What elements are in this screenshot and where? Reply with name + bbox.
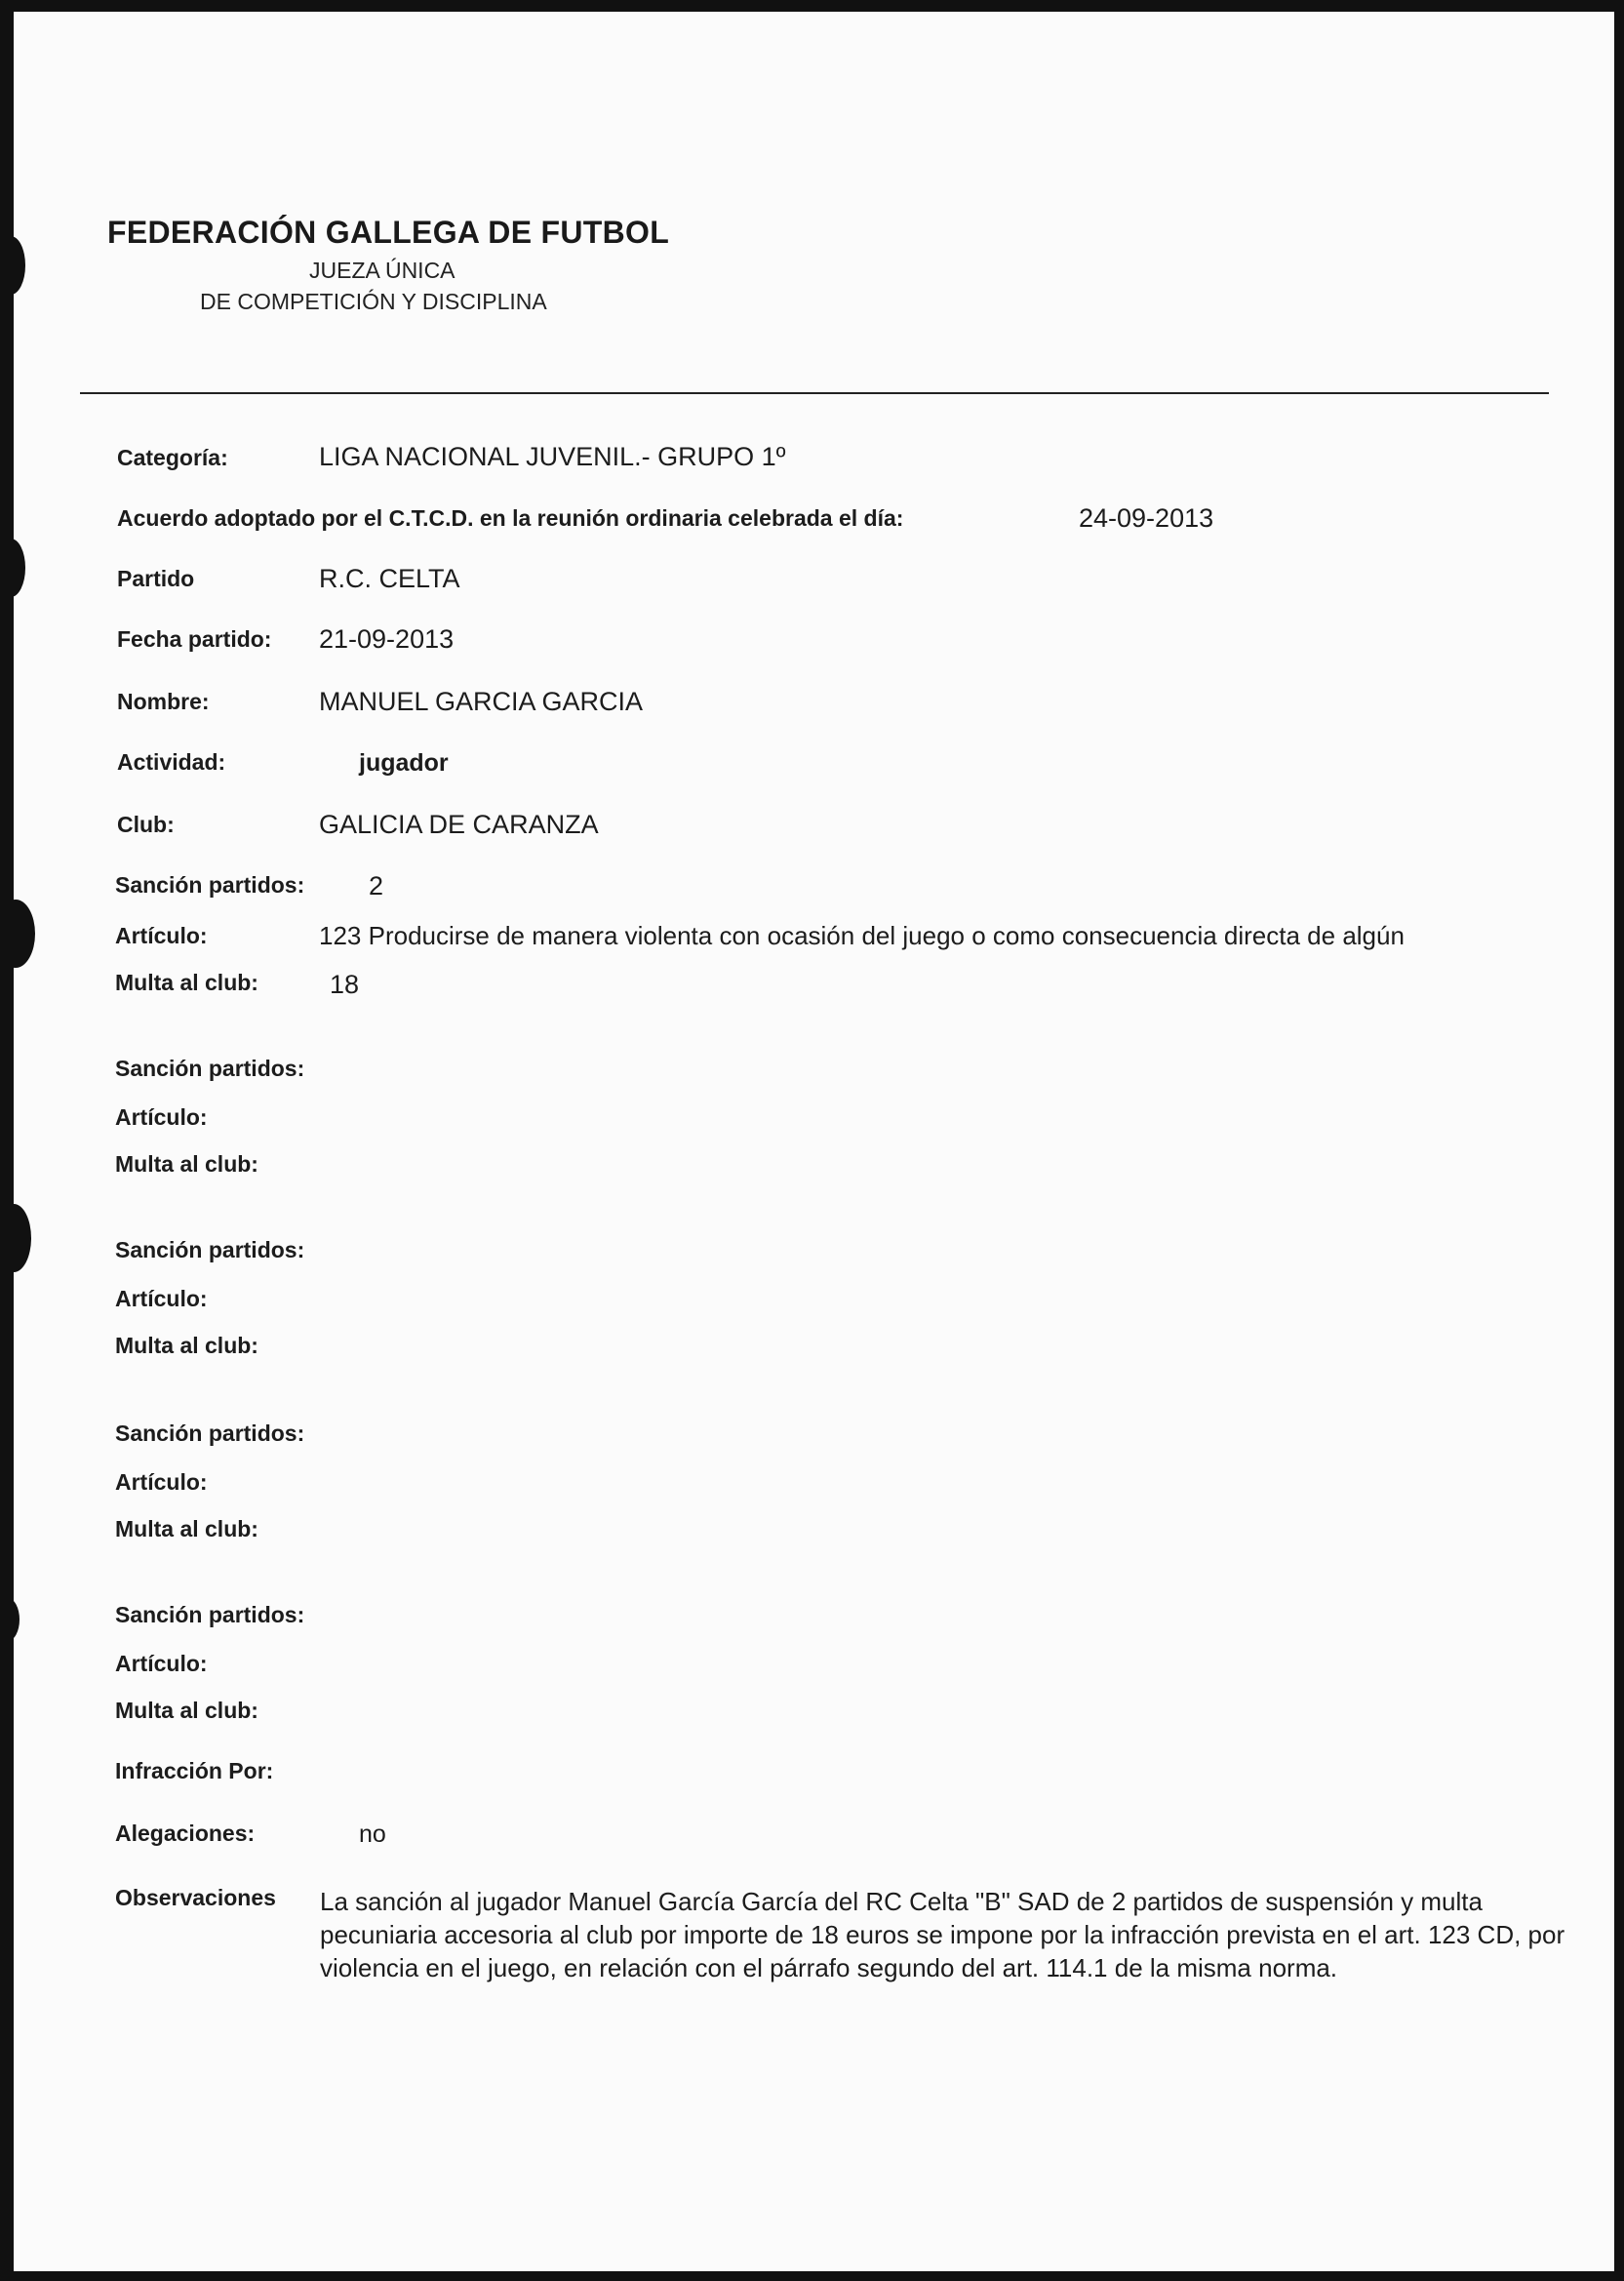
sancion-label-5: Sanción partidos: (115, 1602, 305, 1627)
multa-label-4: Multa al club: (115, 1516, 258, 1541)
multa-label-2: Multa al club: (115, 1151, 258, 1177)
sancion-label-3: Sanción partidos: (115, 1237, 305, 1262)
alegaciones-label: Alegaciones: (115, 1821, 256, 1846)
binder-hole-2 (14, 539, 25, 597)
observaciones-value (320, 1885, 1578, 1984)
club-value: GALICIA DE CARANZA (319, 810, 599, 839)
multa-label-3: Multa al club: (115, 1333, 258, 1358)
fecha-partido-label: Fecha partido: (117, 626, 272, 652)
acuerdo-value: 24-09-2013 (1079, 503, 1214, 533)
binder-hole-1 (14, 236, 25, 295)
multa-label-1: Multa al club: (115, 970, 258, 995)
articulo-label-3: Artículo: (115, 1286, 208, 1311)
binder-hole-3 (14, 900, 35, 968)
acuerdo-label: Acuerdo adoptado por el C.T.C.D. en la reunión ordinaria celebrada el día: (117, 505, 904, 531)
binder-hole-4 (14, 1204, 31, 1272)
articulo-value-1: 123 Producirse de manera violenta con ocasión del juego o como consecuencia directa de algún (319, 921, 1405, 950)
articulo-label-5: Artículo: (115, 1651, 208, 1676)
alegaciones-value: no (359, 1821, 386, 1848)
nombre-label: Nombre: (117, 689, 210, 714)
header-divider (80, 392, 1549, 394)
observaciones-label: Observaciones (115, 1885, 276, 1910)
partido-label: Partido (117, 566, 195, 591)
multa-value-1: 18 (330, 970, 360, 999)
articulo-label-4: Artículo: (115, 1469, 208, 1495)
multa-label-5: Multa al club: (115, 1698, 258, 1723)
sancion-value-1: 2 (369, 871, 384, 900)
nombre-value: MANUEL GARCIA GARCIA (319, 687, 644, 716)
binder-hole-5 (14, 1598, 20, 1641)
header-subtitle-1: JUEZA ÚNICA (309, 258, 456, 283)
club-label: Club: (117, 812, 175, 837)
actividad-label: Actividad: (117, 749, 226, 775)
infraccion-label: Infracción Por: (115, 1758, 274, 1783)
sancion-label-4: Sanción partidos: (115, 1421, 305, 1446)
sancion-label-1: Sanción partidos: (115, 872, 305, 898)
fecha-partido-value: 21-09-2013 (319, 624, 455, 654)
categoria-label: Categoría: (117, 445, 228, 470)
articulo-label-1: Artículo: (115, 923, 208, 948)
header-subtitle-2: DE COMPETICIÓN Y DISCIPLINA (200, 289, 547, 314)
sancion-label-2: Sanción partidos: (115, 1056, 305, 1081)
document-page (14, 12, 1614, 2271)
categoria-value: LIGA NACIONAL JUVENIL.- GRUPO 1º (319, 442, 786, 471)
partido-value: R.C. CELTA (319, 564, 460, 593)
actividad-value: jugador (359, 749, 449, 777)
federation-title: FEDERACIÓN GALLEGA DE FUTBOL (107, 215, 670, 250)
articulo-label-2: Artículo: (115, 1104, 208, 1130)
observaciones-text: La sanción al jugador Manuel García García del RC Celta "B" SAD de 2 partidos de suspensión y multa pecuniaria accesoria al club por importe de 18 euros se impone por la infracción prevista en el art. 123 CD, por violencia en el juego, en relación con el párrafo segundo del art. 114.1 de la misma norma. (320, 1887, 1565, 1982)
